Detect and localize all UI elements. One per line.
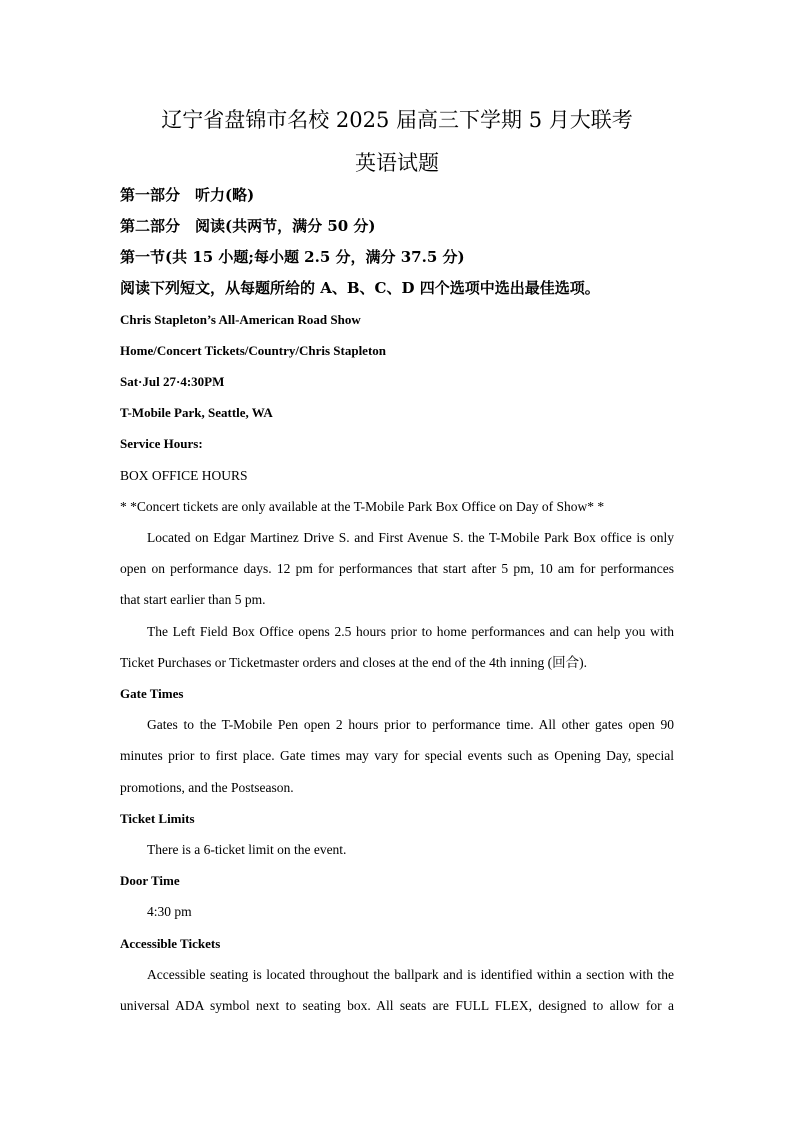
paragraph-2-line-2: Ticket Purchases or Ticketmaster orders and closes at the end of the 4th inning (回合). (120, 655, 588, 670)
instruction: 阅读下列短文，从每题所给的 A、B、C、D 四个选项中选出最佳选项。 (120, 279, 600, 297)
ticket-limits-heading: Ticket Limits (120, 811, 195, 826)
part2-heading: 第二部分 阅读(共两节，满分 50 分) (120, 217, 376, 235)
accessible-tickets-line-1: Accessible seating is located throughout the ballpark and is identified within a section with the (147, 967, 674, 982)
gate-times-heading: Gate Times (120, 686, 184, 701)
paragraph-1-line-2: open on performance days. 12 pm for performances that start after 5 pm, 10 am for performances (120, 561, 674, 576)
accessible-tickets-line-2: universal ADA symbol next to seating box. All seats are FULL FLEX, designed to allow for a (120, 998, 674, 1013)
gate-times-line-2: minutes prior to first place. Gate times may vary for special events such as Opening Day, special (120, 748, 674, 763)
event-title: Chris Stapleton’s All-American Road Show (120, 312, 361, 327)
part1-heading: 第一部分 听力(略) (120, 186, 255, 204)
event-venue: T-Mobile Park, Seattle, WA (120, 405, 273, 420)
box-office-hours: BOX OFFICE HOURS (120, 468, 248, 483)
document-subtitle: 英语试题 (355, 151, 439, 175)
door-time-heading: Door Time (120, 873, 180, 888)
section1-heading: 第一节(共 15 小题;每小题 2.5 分，满分 37.5 分) (120, 248, 465, 266)
paragraph-1-line-1: Located on Edgar Martinez Drive S. and First Avenue S. the T-Mobile Park Box office is only (147, 530, 674, 545)
event-date-time: Sat·Jul 27·4:30PM (120, 374, 225, 389)
ticket-limits-text: There is a 6-ticket limit on the event. (147, 842, 347, 857)
service-hours-heading: Service Hours: (120, 436, 203, 451)
paragraph-1-line-3: that start earlier than 5 pm. (120, 592, 266, 607)
breadcrumb: Home/Concert Tickets/Country/Chris Stapleton (120, 343, 387, 358)
gate-times-line-1: Gates to the T-Mobile Pen open 2 hours prior to performance time. All other gates open 90 (147, 717, 674, 732)
paragraph-2-line-1: The Left Field Box Office opens 2.5 hours prior to home performances and can help you with (147, 624, 674, 639)
concert-notice: * *Concert tickets are only available at the T-Mobile Park Box Office on Day of Show* * (120, 499, 605, 514)
accessible-tickets-heading: Accessible Tickets (120, 936, 221, 951)
door-time-text: 4:30 pm (147, 904, 192, 919)
document-title: 辽宁省盘锦市名校 2025 届高三下学期 5 月大联考 (161, 108, 633, 132)
gate-times-line-3: promotions, and the Postseason. (120, 780, 294, 795)
